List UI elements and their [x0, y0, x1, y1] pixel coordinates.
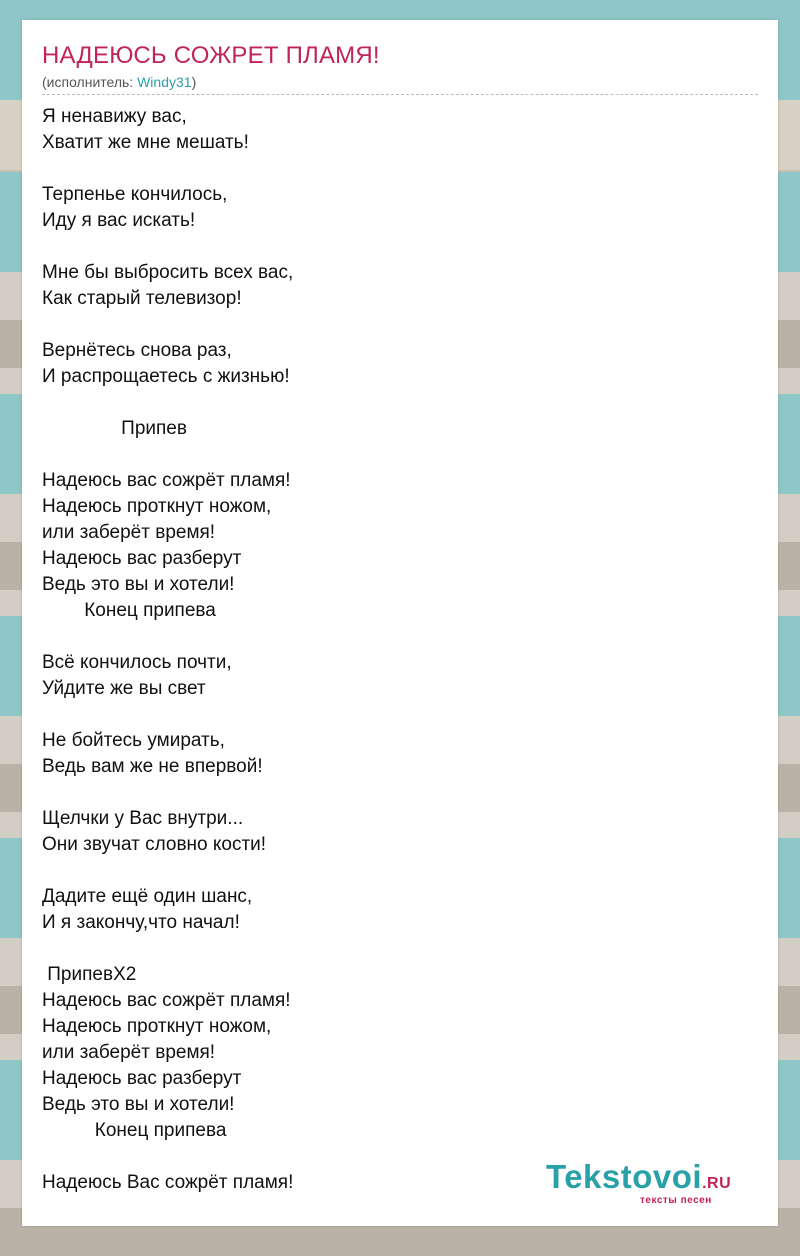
lyric-line	[42, 780, 758, 806]
lyric-line: Они звучат словно кости!	[42, 834, 267, 855]
lyric-line: Надеюсь Вас сожрёт пламя!	[42, 1172, 294, 1193]
artist-line	[42, 74, 196, 90]
song-title: НАДЕЮСЬ СОЖРЕТ ПЛАМЯ!	[42, 42, 380, 69]
lyric-line: ПрипевХ2	[42, 964, 137, 985]
lyrics-card	[22, 20, 778, 1226]
brand-tagline: тексты песен	[640, 1195, 712, 1206]
artist-prefix: (исполнитель:	[42, 74, 138, 90]
brand-name: Tekstovoi	[546, 1158, 703, 1195]
lyric-line	[42, 624, 758, 650]
lyric-line: Уйдите же вы свет	[42, 678, 206, 699]
lyric-line: Надеюсь вас разберут	[42, 1068, 242, 1089]
lyric-line: Хватит же мне мешать!	[42, 132, 249, 153]
lyric-line	[42, 156, 758, 182]
lyric-line: или заберёт время!	[42, 1042, 216, 1063]
lyric-line: или заберёт время!	[42, 522, 216, 543]
lyric-line: Я ненавижу вас,	[42, 106, 187, 127]
lyric-line	[42, 858, 758, 884]
lyric-line: Дадите ещё один шанс,	[42, 886, 253, 907]
lyric-line: Щелчки у Вас внутри...	[42, 808, 244, 829]
lyric-line: Не бойтесь умирать,	[42, 730, 225, 751]
divider	[42, 94, 758, 95]
lyric-line: И я закончу,что начал!	[42, 912, 240, 933]
lyrics-text	[42, 104, 758, 1196]
artist-suffix: )	[191, 74, 197, 90]
lyric-line: Надеюсь вас разберут	[42, 548, 242, 569]
lyric-line: Конец припева	[42, 600, 216, 621]
lyric-line	[42, 312, 758, 338]
lyric-line: Ведь это вы и хотели!	[42, 574, 235, 595]
lyric-line: Иду я вас искать!	[42, 210, 196, 231]
artist-link[interactable]: Windy31	[137, 74, 192, 90]
lyric-line: Припев	[42, 418, 187, 439]
lyric-line	[42, 390, 758, 416]
lyric-line: Ведь это вы и хотели!	[42, 1094, 235, 1115]
lyric-line: Терпенье кончилось,	[42, 184, 228, 205]
brand-tld: .RU	[702, 1175, 732, 1192]
lyric-line	[42, 936, 758, 962]
lyric-line: Ведь вам же не впервой!	[42, 756, 263, 777]
lyric-line: Надеюсь вас сожрёт пламя!	[42, 470, 291, 491]
lyric-line: Надеюсь проткнут ножом,	[42, 1016, 272, 1037]
lyric-line: Вернётесь снова раз,	[42, 340, 232, 361]
brand-logo[interactable]	[546, 1158, 731, 1196]
lyric-line: Надеюсь вас сожрёт пламя!	[42, 990, 291, 1011]
lyric-line: Всё кончилось почти,	[42, 652, 232, 673]
lyric-line: Надеюсь проткнут ножом,	[42, 496, 272, 517]
lyric-line: И распрощаетесь с жизнью!	[42, 366, 290, 387]
lyric-line	[42, 234, 758, 260]
lyric-line	[42, 442, 758, 468]
lyric-line: Как старый телевизор!	[42, 288, 242, 309]
lyric-line: Конец припева	[42, 1120, 227, 1141]
lyric-line: Мне бы выбросить всех вас,	[42, 262, 294, 283]
lyric-line	[42, 702, 758, 728]
